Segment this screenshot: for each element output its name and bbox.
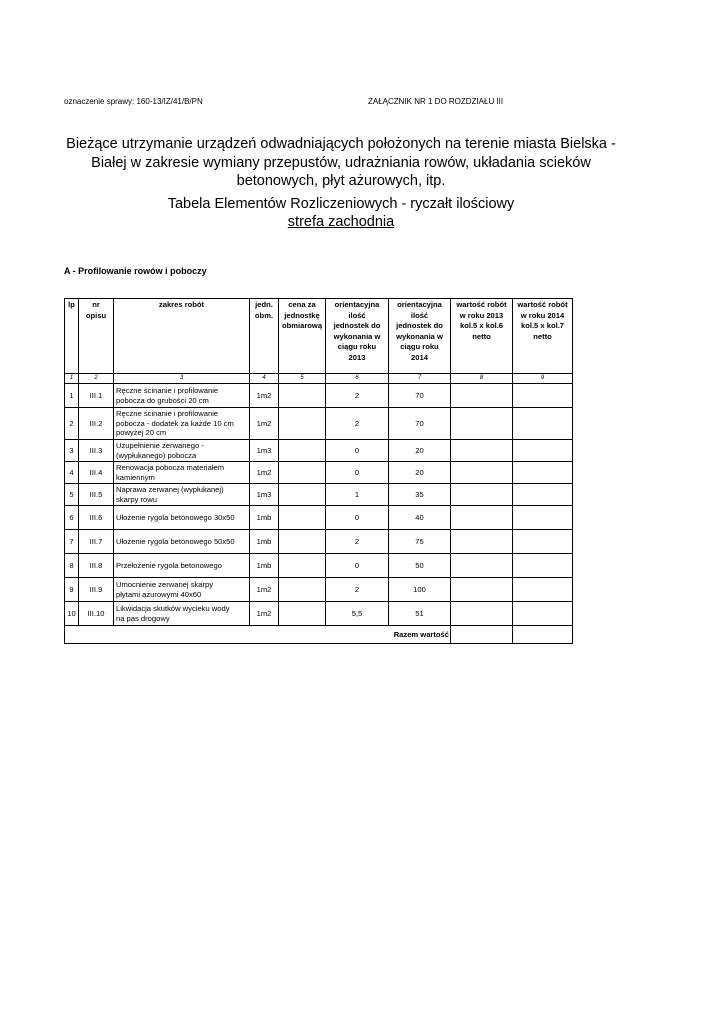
value-2013-cell — [451, 440, 513, 462]
column-number: 9 — [513, 374, 573, 384]
value-2014-cell — [513, 602, 573, 626]
price-cell — [279, 602, 326, 626]
header-line: w roku 2013 — [459, 310, 504, 320]
column-number: 2 — [79, 374, 114, 384]
description-cell — [114, 506, 250, 530]
value-2014-cell — [513, 408, 573, 440]
unit-cell: 1m2 — [250, 602, 279, 626]
description-line: (wypłukanego) pobocza — [116, 450, 197, 460]
title-line-2: Białej w zakresie wymiany przepustów, udrażniania rowów, układania scieków — [91, 154, 591, 171]
nr-cell: III.5 — [79, 484, 114, 506]
header-row — [65, 299, 573, 374]
table-header — [65, 299, 573, 384]
qty-2013-cell: 0 — [326, 462, 389, 484]
unit-cell: 1mb — [250, 554, 279, 578]
table-row — [65, 484, 573, 506]
description-line: na pas drogowy — [116, 613, 170, 623]
qty-2014-cell: 20 — [389, 462, 451, 484]
description-line: Naprawa zerwanej (wypłukanej) — [116, 485, 224, 494]
description-line: płytami ażurowymi 40x60 — [116, 589, 202, 599]
table-row — [65, 602, 573, 626]
price-cell — [279, 554, 326, 578]
total-2013-cell — [451, 626, 513, 644]
column-number: 8 — [451, 374, 513, 384]
description-line: kamiennym — [116, 472, 155, 482]
header-line: 2014 — [411, 352, 428, 362]
header-line: jednostek do — [333, 321, 381, 330]
unit-cell: 1m2 — [250, 384, 279, 408]
qty-2013-cell: 0 — [326, 554, 389, 578]
header-line: ilość — [348, 310, 366, 320]
header-jednostka — [250, 299, 279, 374]
table-row — [65, 578, 573, 602]
header-line: ciągu roku — [337, 342, 377, 351]
header-line: wykonania w — [396, 331, 443, 341]
table-body — [65, 384, 573, 626]
description-cell — [114, 578, 250, 602]
value-2013-cell — [451, 484, 513, 506]
nr-cell: III.9 — [79, 578, 114, 602]
header-line: ciągu roku — [400, 342, 439, 351]
table-row — [65, 554, 573, 578]
header-line: netto — [472, 331, 491, 341]
value-2013-cell — [451, 462, 513, 484]
header-line: obmiarową — [281, 321, 323, 330]
lp-cell: 10 — [65, 602, 79, 626]
table-row — [65, 530, 573, 554]
header-ilosc-2013 — [326, 299, 389, 374]
column-number: 1 — [65, 374, 79, 384]
nr-cell: III.10 — [79, 602, 114, 626]
description-line: Ręczne ścinanie i profilowanie — [116, 409, 219, 419]
zone-label: strefa zachodnia — [287, 214, 395, 230]
table-row — [65, 440, 573, 462]
description-cell — [114, 408, 250, 440]
header-line: zakres robót — [158, 300, 205, 309]
price-cell — [279, 578, 326, 602]
lp-cell: 4 — [65, 462, 79, 484]
description-cell — [114, 384, 250, 408]
lp-cell: 1 — [65, 384, 79, 408]
unit-cell: 1m2 — [250, 408, 279, 440]
qty-2014-cell: 35 — [389, 484, 451, 506]
header-line: wartość robót — [517, 300, 568, 309]
cost-table — [64, 298, 573, 644]
header-line: orientacyjna — [397, 300, 442, 309]
annex-label: ZAŁĄCZNIK NR 1 DO ROZDZIAŁU III — [368, 97, 504, 106]
header-nr-opisu — [79, 299, 114, 374]
qty-2014-cell: 75 — [389, 530, 451, 554]
header-line: kol.5 x kol.6 — [459, 321, 504, 330]
nr-cell: III.2 — [79, 408, 114, 440]
table-row — [65, 506, 573, 530]
table-row — [65, 384, 573, 408]
case-reference: oznaczenie sprawy: 160-13/IZ/41/B/PN — [64, 97, 203, 106]
price-cell — [279, 384, 326, 408]
description-line: Ręczne ścinanie i profilowanie — [116, 386, 219, 395]
qty-2013-cell: 1 — [326, 484, 389, 506]
unit-cell: 1mb — [250, 530, 279, 554]
header-line: jednostek do — [396, 321, 443, 330]
description-line: pobocza - dodatek za każde 10 cm — [116, 418, 234, 428]
header-line: obm. — [254, 310, 274, 320]
value-2013-cell — [451, 578, 513, 602]
value-2013-cell — [451, 384, 513, 408]
value-2014-cell — [513, 440, 573, 462]
header-line: ilość — [410, 310, 429, 320]
value-2014-cell — [513, 484, 573, 506]
table-row — [65, 462, 573, 484]
description-line: Likwidacja skutków wycieku wody — [116, 604, 230, 613]
header-line: wykonania w — [333, 331, 381, 341]
header-lp — [65, 299, 79, 374]
description-cell — [114, 484, 250, 506]
lp-cell: 9 — [65, 578, 79, 602]
description-cell — [114, 440, 250, 462]
qty-2014-cell: 70 — [389, 408, 451, 440]
header-line: cena za — [288, 300, 316, 309]
header-line: kol.5 x kol.7 — [520, 321, 565, 330]
price-cell — [279, 462, 326, 484]
header-line: 2013 — [348, 352, 366, 362]
header-cena — [279, 299, 326, 374]
value-2013-cell — [451, 602, 513, 626]
unit-cell: 1mb — [250, 506, 279, 530]
header-line: w roku 2014 — [520, 310, 565, 320]
value-2014-cell — [513, 578, 573, 602]
unit-cell: 1m3 — [250, 440, 279, 462]
nr-cell: III.4 — [79, 462, 114, 484]
description-line: Uzupełnienie zerwanego - — [116, 441, 204, 450]
header-line: netto — [533, 331, 552, 341]
column-number: 3 — [114, 374, 250, 384]
header-ilosc-2014 — [389, 299, 451, 374]
lp-cell: 5 — [65, 484, 79, 506]
nr-cell: III.8 — [79, 554, 114, 578]
title-line-3: betonowych, płyt ażurowych, itp. — [236, 173, 446, 189]
qty-2014-cell: 70 — [389, 384, 451, 408]
lp-cell: 8 — [65, 554, 79, 578]
column-number: 7 — [389, 374, 451, 384]
value-2013-cell — [451, 530, 513, 554]
unit-cell: 1m3 — [250, 484, 279, 506]
description-cell — [114, 602, 250, 626]
unit-cell: 1m2 — [250, 578, 279, 602]
subtitle-line: Tabela Elementów Rozliczeniowych - ryczałt ilościowy — [167, 196, 515, 212]
description-line: pobocza do grubości 20 cm — [116, 395, 209, 405]
header-line: orientacyjna — [334, 300, 380, 309]
description-line: Przełożenie rygola betonowego — [116, 560, 222, 570]
description-line: Renowacja pobocza materiałem — [116, 463, 225, 472]
description-cell — [114, 530, 250, 554]
total-label: Razem wartość — [65, 626, 451, 644]
value-2014-cell — [513, 554, 573, 578]
column-number: 5 — [279, 374, 326, 384]
header-line: opisu — [85, 310, 107, 320]
header-line: lp — [68, 300, 75, 309]
unit-cell: 1m2 — [250, 462, 279, 484]
total-2014-cell — [513, 626, 573, 644]
column-number: 4 — [250, 374, 279, 384]
column-number-row — [65, 374, 573, 384]
qty-2013-cell: 2 — [326, 578, 389, 602]
value-2013-cell — [451, 506, 513, 530]
price-cell — [279, 484, 326, 506]
lp-cell: 2 — [65, 408, 79, 440]
header-wartosc-2014 — [513, 299, 573, 374]
table-subtitle — [58, 195, 624, 231]
total-row — [65, 626, 573, 644]
lp-cell: 3 — [65, 440, 79, 462]
header-wartosc-2013 — [451, 299, 513, 374]
header-line: wartość robót — [456, 300, 507, 309]
price-cell — [279, 506, 326, 530]
qty-2013-cell: 5,5 — [326, 602, 389, 626]
value-2013-cell — [451, 554, 513, 578]
qty-2014-cell: 40 — [389, 506, 451, 530]
section-title: A - Profilowanie rowów i poboczy — [64, 266, 207, 276]
lp-cell: 7 — [65, 530, 79, 554]
nr-cell: III.7 — [79, 530, 114, 554]
value-2013-cell — [451, 408, 513, 440]
value-2014-cell — [513, 530, 573, 554]
qty-2014-cell: 50 — [389, 554, 451, 578]
qty-2014-cell: 20 — [389, 440, 451, 462]
header-line: nr — [92, 300, 100, 309]
description-line: Umocnienie zerwanej skarpy — [116, 580, 214, 589]
description-line: powyżej 20 cm — [116, 428, 167, 438]
description-line: Ułożenie rygola betonowego 30x50 — [116, 512, 235, 522]
qty-2014-cell: 100 — [389, 578, 451, 602]
header-zakres-robot — [114, 299, 250, 374]
value-2014-cell — [513, 506, 573, 530]
header-line: jedn. — [255, 300, 273, 309]
nr-cell: III.3 — [79, 440, 114, 462]
description-cell — [114, 554, 250, 578]
nr-cell: III.1 — [79, 384, 114, 408]
description-line: skarpy rowu — [116, 494, 157, 504]
nr-cell: III.6 — [79, 506, 114, 530]
qty-2013-cell: 0 — [326, 506, 389, 530]
document-title — [58, 135, 624, 191]
column-number: 6 — [326, 374, 389, 384]
qty-2014-cell: 51 — [389, 602, 451, 626]
title-line-1: Bieżące utrzymanie urządzeń odwadniających położonych na terenie miasta Bielska - — [66, 136, 616, 152]
qty-2013-cell: 2 — [326, 384, 389, 408]
description-cell — [114, 462, 250, 484]
price-cell — [279, 408, 326, 440]
value-2014-cell — [513, 462, 573, 484]
table-row — [65, 408, 573, 440]
lp-cell: 6 — [65, 506, 79, 530]
description-line: Ułożenie rygola betonowego 50x50 — [116, 536, 235, 546]
price-cell — [279, 440, 326, 462]
price-cell — [279, 530, 326, 554]
qty-2013-cell: 2 — [326, 530, 389, 554]
value-2014-cell — [513, 384, 573, 408]
header-line: jednostkę — [284, 310, 320, 320]
qty-2013-cell: 2 — [326, 408, 389, 440]
qty-2013-cell: 0 — [326, 440, 389, 462]
